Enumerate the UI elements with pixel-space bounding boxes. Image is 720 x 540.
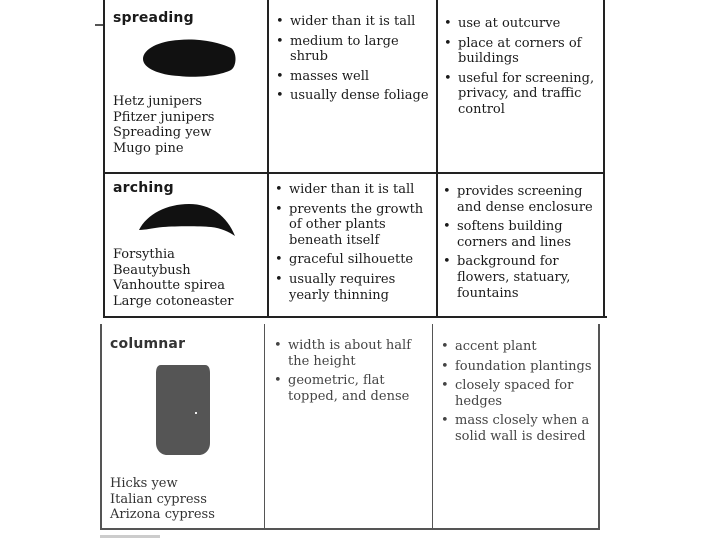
row-columnar-uses: [441, 339, 595, 449]
plant-name: Beautybush: [113, 262, 191, 278]
scan-mark: [95, 24, 103, 26]
column-divider-2: [436, 0, 438, 318]
plant-name: Arizona cypress: [110, 507, 215, 522]
characteristic-item: • wider than it is tall: [276, 14, 431, 30]
spreading-shape-icon: [139, 35, 239, 81]
plant-name: Vanhoutte spirea: [113, 278, 225, 293]
plant-name: Forsythia: [113, 247, 175, 262]
plant-list: [113, 94, 263, 156]
column-divider-1-lower: [264, 324, 265, 530]
row-divider-top: [103, 172, 605, 174]
characteristic-item: • masses well: [276, 69, 431, 85]
row-divider-lower-bottom: [100, 528, 600, 530]
characteristic-item: • geometric, flat topped, and dense: [274, 373, 428, 404]
use-item: • place at corners of buildings: [444, 36, 602, 67]
scan-smudge: [100, 535, 160, 538]
plant-list: [110, 476, 260, 523]
table-border-right: [603, 0, 605, 318]
column-divider-1: [267, 0, 269, 318]
characteristic-item: • medium to large shrub: [276, 34, 431, 65]
table-border-right-lower: [598, 324, 600, 530]
shape-title: columnar: [110, 336, 186, 352]
use-item: • softens building corners and lines: [443, 219, 601, 250]
use-item: • mass closely when a solid wall is desired: [441, 413, 595, 444]
plant-name: Italian cypress: [110, 491, 207, 507]
row-divider-bottom: [103, 316, 607, 318]
table-border-left: [103, 0, 105, 318]
plant-name: Large cotoneaster: [113, 293, 234, 309]
row-columnar-shape-cell: [110, 336, 260, 523]
row-arching-characteristics: [275, 182, 433, 307]
characteristic-item: • usually dense foliage: [276, 88, 431, 104]
shape-title: spreading: [113, 10, 194, 26]
row-spreading-uses: [444, 16, 602, 122]
row-columnar-characteristics: [274, 338, 428, 408]
row-arching-uses: [443, 184, 601, 305]
use-item: • background for flowers, statuary, fountains: [443, 254, 601, 301]
use-item: • closely spaced for hedges: [441, 378, 595, 409]
use-item: • foundation plantings: [441, 359, 595, 375]
column-divider-2-lower: [432, 324, 433, 530]
characteristic-item: • wider than it is tall: [275, 182, 433, 198]
plant-list: [113, 247, 263, 309]
plant-name: Pfitzer junipers: [113, 109, 215, 125]
characteristic-item: • usually requires yearly thinning: [275, 272, 433, 303]
use-item: • provides screening and dense enclosure: [443, 184, 601, 215]
use-item: • useful for screening, privacy, and traffic control: [444, 71, 602, 118]
columnar-shape-icon: [155, 363, 211, 457]
row-spreading-characteristics: [276, 14, 431, 108]
characteristic-item: • width is about half the height: [274, 338, 428, 369]
plant-name: Hicks yew: [110, 476, 178, 491]
use-item: • accent plant: [441, 339, 595, 355]
arching-shape-icon: [137, 200, 237, 240]
characteristic-item: • prevents the growth of other plants beneath itself: [275, 202, 433, 249]
plant-name: Hetz junipers: [113, 94, 203, 109]
shape-title: arching: [113, 180, 174, 196]
use-item: • use at outcurve: [444, 16, 602, 32]
row-arching-shape-cell: [113, 180, 263, 309]
row-spreading-shape-cell: [113, 10, 263, 156]
table-border-left-lower: [100, 324, 102, 530]
plant-name: Spreading yew: [113, 125, 212, 140]
characteristic-item: • graceful silhouette: [275, 252, 433, 268]
plant-name: Mugo pine: [113, 140, 184, 156]
